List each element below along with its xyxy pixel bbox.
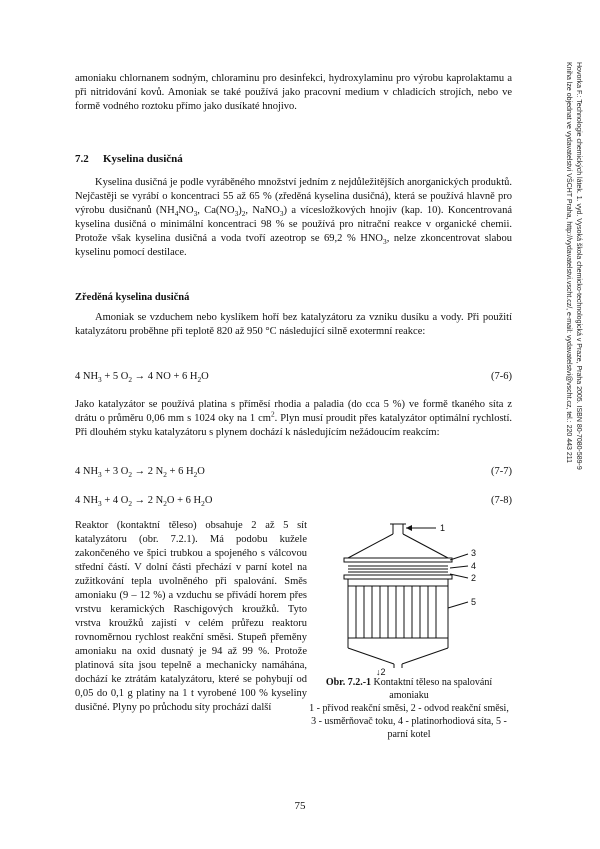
equation-number: (7-7) xyxy=(491,466,512,477)
equation-7-6: 4 $NH_3 + 5$ $O_2 \to 4$ NO + 6 $H_2O$ (7-6) xyxy=(75,371,512,385)
intro-paragraph: amoniaku chlornanem sodným, chloraminu pro desinfekci, hydroxylaminu pro výrobu kaprolaktamu a při nitridování kovů. Amoniak se také používá jako pracovní medium v chladicích strojích, nebo ve formě vodného roztoku přímo jako dusíkaté hnojivo. xyxy=(75,73,512,112)
section-heading xyxy=(75,153,183,165)
caption-id: Obr. 7.2.-1 xyxy=(325,677,372,688)
outlet-label: ↓2 xyxy=(376,667,386,677)
section-title: Kyselina dusičná xyxy=(103,153,183,165)
page-number: 75 xyxy=(294,800,306,812)
caption-title: Kontaktní těleso na spalování amoniaku xyxy=(371,677,493,701)
reactor-figure xyxy=(308,518,510,681)
subsection-paragraph-2: Jako katalyzátor se používá platina s příměsí rhodia a paladia (do cca 5 %) ve formě tkaného síta z drátu o průměru 0,06 mm s 1024 oky na 1 $cm^2$. Plyn musí proudit přes katalyzátor optimální rychlostí. Při dlouhém styku katalyzátoru s plynem dochází k následujícím nežádoucím reakcím: xyxy=(75,399,512,438)
sidebar-line-2: Kniha lze objednat ve vydavatelství VŠCHT Praha, http://vydavatelstvi.vscht.cz/, e-mail: vydavatelstvi@vscht.cz, tel.: 220 443 211 xyxy=(565,62,572,463)
subsection-paragraph-3: Reaktor (kontaktní těleso) obsahuje 2 až 5 sít katalyzátoru (obr. 7.2.1). Má podobu kužele zakončeného ve špici trubkou a spojeného s válcovou střední částí. V dolní části přechází v parní kotel na zužitkování tepla uvolněného při spalování. Směs amoniaku (9 – 12 %) a vzduchu se přivádí horem přes vrstvu keramických Raschigových kroužků. Tyto vrstva kroužků zajistí v celém průřezu reaktoru rovnoměrnou rychlost reakční směsi. Stupeň přeměny amoniaku na oxid dusnatý je 94 až 99 %. Protože platinová síta jsou tepelně a mechanicky namáhána, dochází ke ztrátám katalyzátoru, které se pohybují od 0,05 do 0,1 g platiny na 1 t vyrobené 100 % kyseliny dusičné. Plyny po průchodu síty prochází další xyxy=(75,520,307,713)
equation-7-7: 4 $NH_3 + 3$ $O_2 \to 2$ $N_2 + 6$ $H_2O$ (7-7) xyxy=(75,466,512,480)
label-flow-distributor: 3 xyxy=(471,548,477,558)
label-inlet: 1 xyxy=(440,523,446,533)
label-boiler: 5 xyxy=(471,597,477,607)
section-number: 7.2 xyxy=(75,153,89,165)
figure-caption xyxy=(308,676,510,741)
label-gauzes: 4 xyxy=(471,561,477,571)
subsection-paragraph-1: Amoniak se vzduchem nebo kyslíkem hoří bez katalyzátoru za vzniku dusíku a vody. Při použití katalyzátoru proběhne při teplotě 820 až 950 °C následující silně exotermní reakce: xyxy=(75,312,512,337)
sidebar-line-1: Hovorka F.: Technologie chemických látek. 1. vyd. Vysoká škola chemicko-technologická v Praze, Praha 2005. ISBN 80-7080-589-9 xyxy=(575,62,582,470)
equation-7-8: 4 $NH_3 + 4$ $O_2 \to 2$ $N_2O + 6$ $H_2O$ (7-8) xyxy=(75,495,512,509)
label-outlet: 2 xyxy=(471,573,477,583)
reactor-diagram xyxy=(308,518,510,676)
caption-legend: 1 - přívod reakční směsi, 2 - odvod reakční směsi, 3 - usměrňovač toku, 4 - platinorhodiová síta, 5 - parní kotel xyxy=(309,703,509,740)
subsection-heading: Zředěná kyselina dusičná xyxy=(75,292,190,303)
equation-number: (7-8) xyxy=(491,495,512,506)
equation-number: (7-6) xyxy=(491,371,512,382)
section-paragraph: Kyselina dusičná je podle vyráběného množství jedním z nejdůležitějších anorganických produktů. Nejčastěji se vyrábí o koncentraci 55 až 65 % (zředěná kyselina dusičná), která se používá hlavně pro výrobu dusičnanů ($NH_4NO_3$, $Ca(NO_3)_2$, NaNO$_3$) a vícesložkových hnojiv (kap. 10). Koncentrovaná kyselina dusičná o minimální koncentraci 98 % se používá pro nitrační reakce v organické chemii. Protože však kyselina dusičná a voda tvoří azeotrop se 69,2 % $HNO_3$, nelze zkoncentrovat slabou kyselinu pomocí destilace. xyxy=(75,177,513,258)
